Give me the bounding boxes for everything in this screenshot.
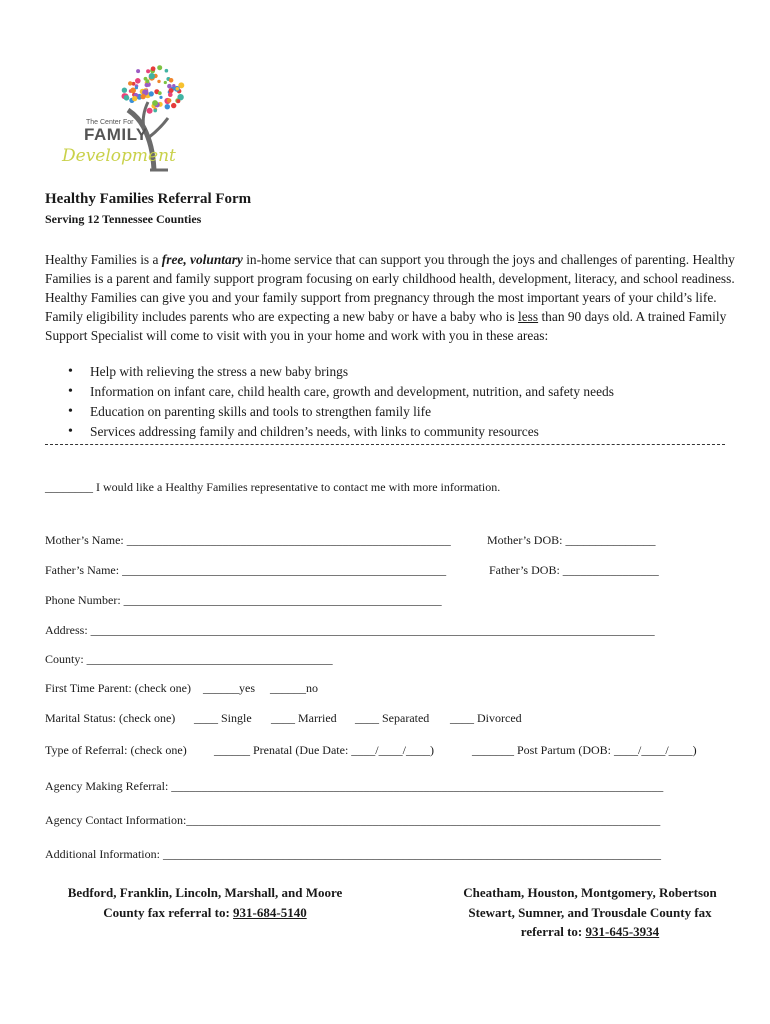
center-for-family-development-logo [58, 62, 198, 174]
tree-leaf-dot [146, 79, 150, 83]
list-item: • Help with relieving the stress a new baby brings [68, 362, 614, 382]
tree-leaf-dot [157, 80, 160, 83]
list-item: • Services addressing family and children’s needs, with links to community resources [68, 422, 614, 442]
tree-leaf-dot [176, 87, 180, 91]
tree-leaf-dot [136, 69, 140, 73]
referral-postpartum-option[interactable]: _______ Post Partum (DOB: ____/____/____) [472, 743, 697, 757]
mother-name-field[interactable]: Mother’s Name: ______________________________________________________ [45, 533, 451, 547]
service-areas-list [68, 362, 614, 442]
intro-text-2: in-home service that can support you through the joys and challenges of parenting. Healthy Families is a parent and family support program focusing on early childhood health, development, literacy, and school readiness. Healthy Families can give you and your family support from pregnancy through the most important years of your child’s life. Family eligibility includes parents who are expecting a new baby or have a baby who is [45, 252, 735, 324]
tree-leaf-dot [164, 81, 167, 84]
tree-leaf-dot [176, 99, 180, 103]
tree-leaf-dot [146, 69, 150, 73]
intro-underline: less [518, 309, 539, 324]
footer-fax-right [440, 883, 740, 942]
father-name-field[interactable]: Father’s Name: ______________________________________________________ [45, 563, 447, 577]
tree-leaf-dot [157, 65, 162, 70]
tree-leaf-dot [145, 83, 149, 87]
intro-text-3: than 90 days old. A trained Family Support Specialist will come to visit with you in your home and work with you in these areas: [45, 309, 727, 343]
tree-leaf-dot [132, 96, 137, 101]
tree-leaf-dot [168, 92, 173, 97]
address-field[interactable]: Address: ______________________________________________________________________________________________ [45, 623, 655, 637]
additional-info-field[interactable]: Additional Information: ___________________________________________________________________________________ [45, 847, 661, 861]
footer-right-counties-1: Cheatham, Houston, Montgomery, Robertson [463, 885, 717, 900]
tree-leaf-dot [124, 95, 130, 101]
tree-leaf-dot [167, 98, 172, 103]
marital-separated-option[interactable]: ____ Separated [355, 711, 430, 725]
intro-text-1: Healthy Families is a [45, 252, 162, 267]
intro-paragraph [45, 250, 735, 345]
phone-number-field[interactable]: Phone Number: _____________________________________________________ [45, 593, 442, 607]
marital-single-option[interactable]: ____ Single [194, 711, 252, 725]
tree-leaf-dot [135, 86, 138, 89]
footer-left-label: County fax referral to: [103, 904, 234, 920]
tree-leaf-dot [158, 91, 162, 95]
tree-leaf-dot [140, 94, 145, 99]
county-field[interactable]: County: _________________________________________ [45, 652, 333, 666]
marital-married-option[interactable]: ____ Married [271, 711, 337, 725]
agency-contact-field[interactable]: Agency Contact Information:_______________________________________________________________________________ [45, 813, 661, 827]
footer-right-counties-2: Stewart, Sumner, and Trousdale County fax [468, 904, 712, 920]
logo-text-family: FAMILY [84, 125, 148, 144]
footer-right-label: referral to: [520, 924, 586, 939]
logo-text-development: Development [62, 146, 176, 166]
form-subtitle: Serving 12 Tennessee Counties [45, 212, 202, 226]
tree-leaf-dot [167, 84, 172, 89]
referral-type-label: Type of Referral: (check one) [45, 743, 187, 757]
first-time-yes-option[interactable]: ______yes [203, 681, 255, 695]
tree-leaf-dot [169, 78, 174, 83]
tree-leaf-dot [172, 84, 175, 87]
logo-text-center-for: The Center For [86, 119, 134, 126]
first-time-no-option[interactable]: ______no [270, 681, 318, 695]
list-item: • Information on infant care, child health care, growth and development, nutrition, and safety needs [68, 382, 614, 402]
first-time-parent-label: First Time Parent: (check one) [45, 681, 191, 695]
tree-leaf-dot [149, 91, 154, 96]
referral-prenatal-option[interactable]: ______ Prenatal (Due Date: ____/____/____) [214, 743, 434, 757]
footer-left-line2 [40, 903, 370, 923]
fax-number-left[interactable]: 931-684-5140 [233, 904, 307, 920]
tree-leaf-dot [149, 73, 155, 79]
footer-left-counties: Bedford, Franklin, Lincoln, Marshall, and Moore [67, 885, 343, 900]
agency-making-referral-field[interactable]: Agency Making Referral: __________________________________________________________________________________ [45, 779, 664, 793]
form-title: Healthy Families Referral Form [45, 191, 252, 207]
marital-divorced-option[interactable]: ____ Divorced [450, 711, 522, 725]
tree-leaf-dot [159, 96, 162, 99]
contact-request-checkbox[interactable]: ________ I would like a Healthy Families representative to contact me with more information. [45, 480, 501, 494]
father-dob-field[interactable]: Father’s DOB: ________________ [489, 563, 659, 577]
footer-right-line3 [440, 922, 740, 942]
tree-leaf-dot [153, 109, 157, 113]
marital-status-label: Marital Status: (check one) [45, 711, 176, 725]
tree-leaf-dot [135, 78, 141, 84]
footer-fax-left [40, 883, 370, 922]
tree-leaf-dot [165, 69, 169, 73]
tree-leaf-dot [151, 66, 156, 71]
intro-emphasis: free, voluntary [161, 252, 243, 267]
mother-dob-field[interactable]: Mother’s DOB: _______________ [487, 533, 656, 547]
list-item: • Education on parenting skills and tools to strengthen family life [68, 402, 614, 422]
tree-leaf-dot [152, 100, 158, 106]
tree-leaf-dot [171, 103, 176, 108]
tree-leaf-dot [147, 108, 153, 114]
tree-leaf-dot [122, 88, 127, 93]
tree-leaf-dot [128, 81, 132, 85]
tree-leaf-dot [169, 88, 174, 93]
tree-leaf-dot [165, 104, 170, 109]
cut-line-divider [45, 444, 725, 445]
fax-number-right[interactable]: 931-645-3934 [585, 924, 660, 939]
